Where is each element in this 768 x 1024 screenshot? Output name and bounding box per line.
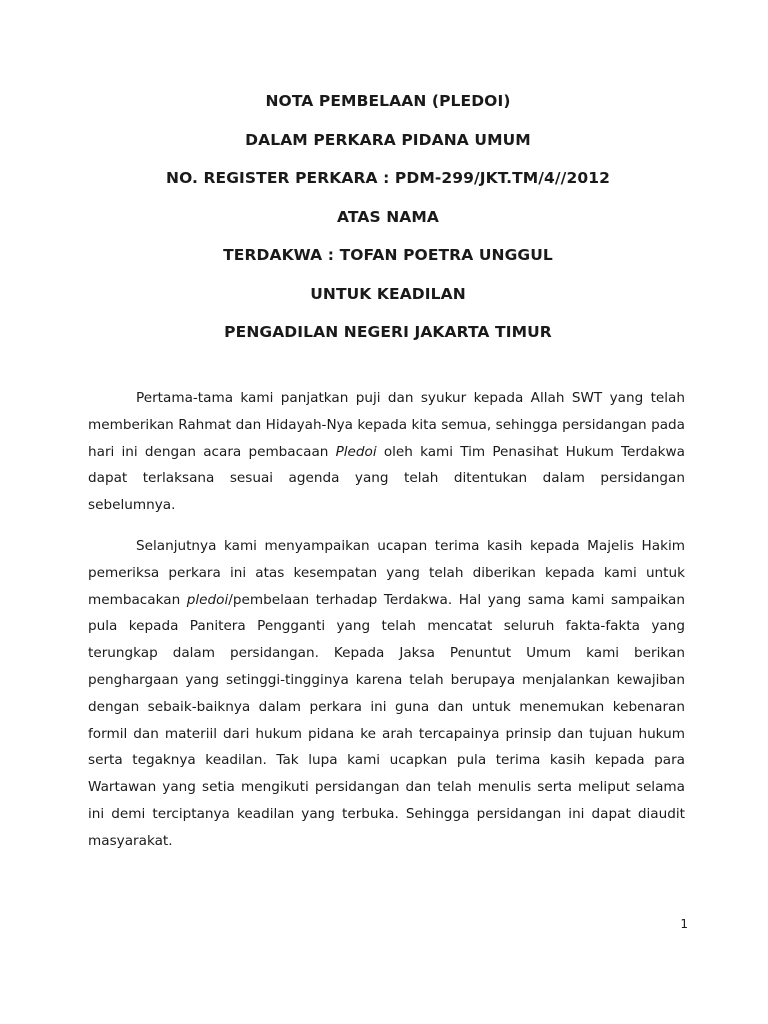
paragraph-thanks-italic: pledoi	[186, 591, 229, 608]
title-register-perkara: NO. REGISTER PERKARA : PDM-299/JKT.TM/4//2012	[166, 169, 610, 187]
page-number: 1	[680, 917, 688, 931]
paragraph-thanks-text-2: /pembelaan terhadap Terdakwa. Hal yang sama kami sampaikan pula kepada Panitera Pengganti yang telah mencatat seluruh fakta-fakta yang terungkap dalam persidangan. Kepada Jaksa Penuntut Umum kami berikan penghargaan yang setinggi-tingginya karena telah berupaya menjalankan kewajiban dengan sebaik-baiknya dalam perkara ini guna dan untuk menemukan kebenaran formil dan materiil dari hukum pidana ke arah tercapainya prinsip dan tujuan hukum serta tegaknya keadilan. Tak lupa kami ucapkan pula terima kasih kepada para Wartawan yang setia mengikuti persidangan dan telah menulis serta meliput selama ini demi terciptanya keadilan yang terbuka. Sehingga persidangan ini dapat diaudit masyarakat.	[88, 591, 685, 849]
paragraph-thanks-text-1: Selanjutnya kami menyampaikan ucapan terima kasih kepada Majelis Hakim pemeriksa perkara ini atas kesempatan yang telah diberikan kepada kami untuk membacakan	[88, 537, 685, 608]
title-pengadilan: PENGADILAN NEGERI JAKARTA TIMUR	[224, 323, 552, 341]
paragraph-opening-text-1: Pertama-tama kami panjatkan puji dan syukur kepada Allah SWT yang telah memberikan Rahmat dan Hidayah-Nya kepada kita semua, sehingga persidangan pada hari ini dengan acara pembacaan	[88, 390, 685, 460]
document-title-block	[88, 88, 688, 358]
document-body	[88, 385, 685, 869]
title-untuk-keadilan: UNTUK KEADILAN	[310, 284, 466, 303]
title-terdakwa: TERDAKWA : TOFAN POETRA UNGGUL	[223, 246, 553, 264]
paragraph-thanks	[88, 533, 685, 855]
title-atas-nama: ATAS NAMA	[336, 207, 439, 226]
paragraph-opening-italic: Pledoi	[335, 443, 377, 460]
title-nota-pembelaan: NOTA PEMBELAAN (PLEDOI)	[265, 92, 511, 110]
title-perkara-pidana: DALAM PERKARA PIDANA UMUM	[245, 130, 531, 149]
paragraph-opening	[88, 385, 685, 519]
paragraph-opening-text-2: oleh kami Tim Penasihat Hukum Terdakwa dapat terlaksana sesuai agenda yang telah ditentukan dalam persidangan sebelumnya.	[88, 443, 685, 514]
